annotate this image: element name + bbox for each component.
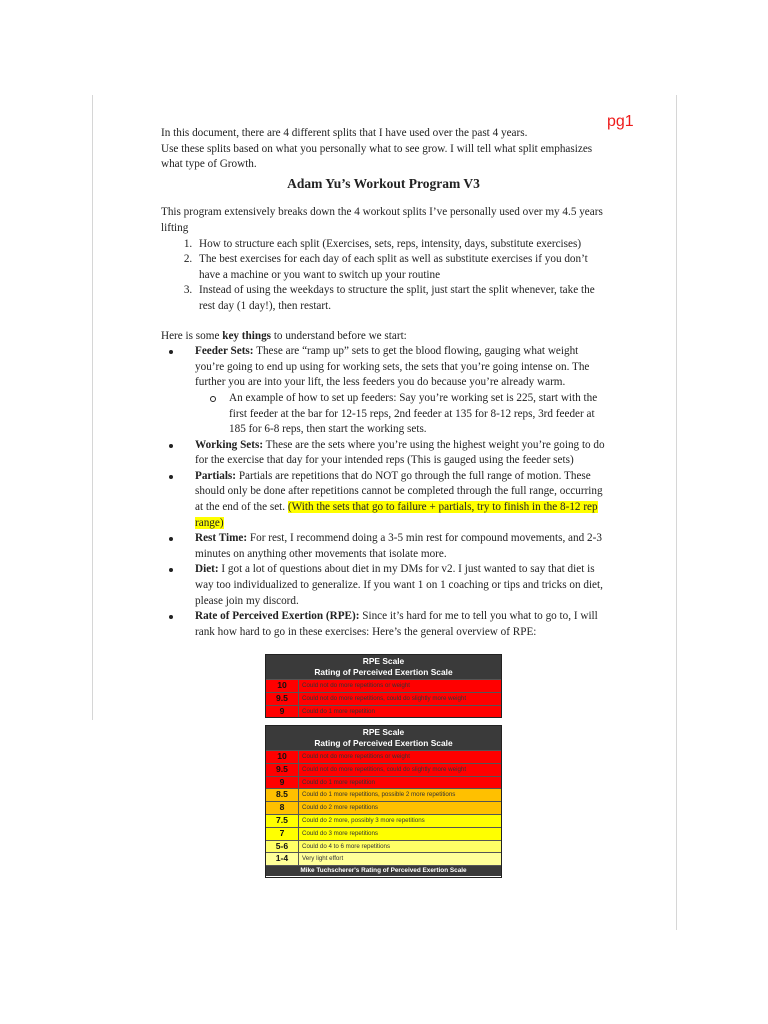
page-edge-right (676, 95, 677, 930)
rpe-value: 1-4 (266, 853, 299, 865)
feeder-sub-list (195, 391, 606, 438)
page-edge-left (92, 95, 93, 720)
rpe-value: 7.5 (266, 815, 299, 827)
rpe-row (266, 801, 501, 814)
rpe-row (266, 788, 501, 801)
rpe-value: 8.5 (266, 789, 299, 801)
key-thing-partials: Partials: Partials are repetitions that do NOT go through the full range of motion. These should only be done after repetitions cannot be completed through the full range, occurring at the end of the set. (With the sets that go to failure + partials, try to finish in the 8-12 rep range) (195, 469, 606, 531)
key-thing-feeder-sets: Feeder Sets: These are “ramp up” sets to get the blood flowing, gauging what weight you’re going to end up using for working sets, the sets that you’re going intense on. The further you are into your lift, the less feeders you do because you’re already warm. An example of how to set up feeders: Say you’re working set is 225, start with the first feeder at the bar for 12-15 reps, 2nd feeder at 135 for 8-12 reps, 3rd feeder at 185 for 6-8 reps, then start the working sets. (195, 344, 606, 438)
document-title: Adam Yu’s Workout Program V3 (287, 175, 480, 191)
key-thing-rpe: Rate of Perceived Exertion (RPE): Since it’s hard for me to tell you what to go to, I will rank how hard to go in these exercises: Here’s the general overview of RPE: (195, 609, 606, 640)
rpe-description: Could not do more repetitions or weight (302, 753, 410, 760)
rpe-rows-cropped (266, 679, 501, 717)
rpe-description: Could do 2 more, possibly 3 more repetitions (302, 816, 425, 824)
rpe-description: Could do 4 to 6 more repetitions (302, 842, 391, 850)
rpe-row (266, 827, 501, 840)
rpe-row (266, 852, 501, 865)
rpe-description: Could do 3 more repetitions (302, 829, 379, 837)
rpe-table-header: RPE Scale Rating of Perceived Exertion Scale (266, 655, 501, 679)
rpe-value: 7 (266, 828, 299, 840)
rpe-description: Could not do more repetitions or weight (302, 682, 410, 689)
rpe-table (265, 725, 502, 878)
rpe-description: Could do 1 more repetitions, possible 2 more repetitions (302, 791, 456, 799)
rpe-description: Could not do more repetitions, could do slightly more weight (302, 765, 467, 773)
rpe-value: 10 (266, 751, 299, 763)
rpe-table-cropped (265, 654, 502, 718)
rpe-value: 9.5 (266, 764, 299, 776)
rpe-table-footer: Mike Tuchscherer's Rating of Perceived Exertion Scale (266, 865, 501, 876)
rpe-value: 5-6 (266, 841, 299, 853)
intro-line-1: In this document, there are 4 different splits that I have used over the past 4 years. (161, 127, 528, 139)
rpe-value: 9 (266, 777, 299, 789)
rpe-row (266, 679, 501, 692)
rpe-value: 9.5 (266, 693, 299, 705)
splits-list-item: 2. The best exercises for each day of each split as well as substitute exercises if you don’t have a machine or you want to switch up your routine (195, 252, 606, 283)
rpe-table-header: RPE Scale Rating of Perceived Exertion Scale (266, 726, 501, 750)
rpe-row (266, 814, 501, 827)
rpe-description: Could do 2 more repetitions (302, 804, 379, 812)
key-things-intro: Here is some key things to understand before we start: (161, 329, 407, 342)
rpe-value: 10 (266, 680, 299, 692)
rpe-row (266, 705, 501, 718)
rpe-row (266, 750, 501, 763)
rpe-row (266, 763, 501, 776)
rpe-rows (266, 750, 501, 865)
key-thing-diet: Diet: I got a lot of questions about diet in my DMs for v2. I just wanted to say that diet is way too individualized to generalize. If you want 1 on 1 coaching or tips and tricks on diet, please join my discord. (195, 562, 606, 609)
rpe-row (266, 776, 501, 789)
key-thing-working-sets: Working Sets: These are the sets where you’re using the highest weight you’re going to do for the exercise that day for your intended reps (This is gauged using the feeder sets) (195, 438, 606, 469)
document-body (161, 126, 606, 640)
rpe-row (266, 692, 501, 705)
rpe-description: Could do 1 more repetition (302, 707, 375, 715)
rpe-value: 8 (266, 802, 299, 814)
program-description: This program extensively breaks down the 4 workout splits I’ve personally used over my 4.5 years lifting (161, 206, 603, 234)
key-things-list (161, 344, 606, 640)
rpe-description: Could do 1 more repetition (302, 778, 375, 786)
key-things-bold: key things (222, 329, 272, 342)
rpe-description: Very light effort (302, 855, 344, 863)
splits-list (161, 237, 606, 315)
intro-line-2: Use these splits based on what you personally what to see grow. I will tell what split emphasizes what type of Growth. (161, 142, 593, 171)
key-thing-rest-time: Rest Time: For rest, I recommend doing a 3-5 min rest for compound movements, and 2-3 minutes on anything other movements that isolate more. (195, 531, 606, 562)
rpe-row (266, 840, 501, 853)
rpe-description: Could not do more repetitions, could do slightly more weight (302, 694, 467, 702)
partials-highlight: (With the sets that go to failure + partials, try to finish in the 8-12 rep range) (195, 501, 598, 529)
splits-list-item: 1. How to structure each split (Exercises, sets, reps, intensity, days, substitute exercises) (195, 237, 606, 253)
feeder-example: An example of how to set up feeders: Say you’re working set is 225, start with the first feeder at the bar for 12-15 reps, 2nd feeder at 135 for 8-12 reps, 3rd feeder at 185 for 6-8 reps, then start the working sets. (229, 391, 606, 438)
splits-list-item: 3. Instead of using the weekdays to structure the split, just start the split whenever, take the rest day (1 day!), then restart. (195, 283, 606, 314)
page-number-label: pg1 (607, 113, 634, 130)
rpe-value: 9 (266, 706, 299, 718)
